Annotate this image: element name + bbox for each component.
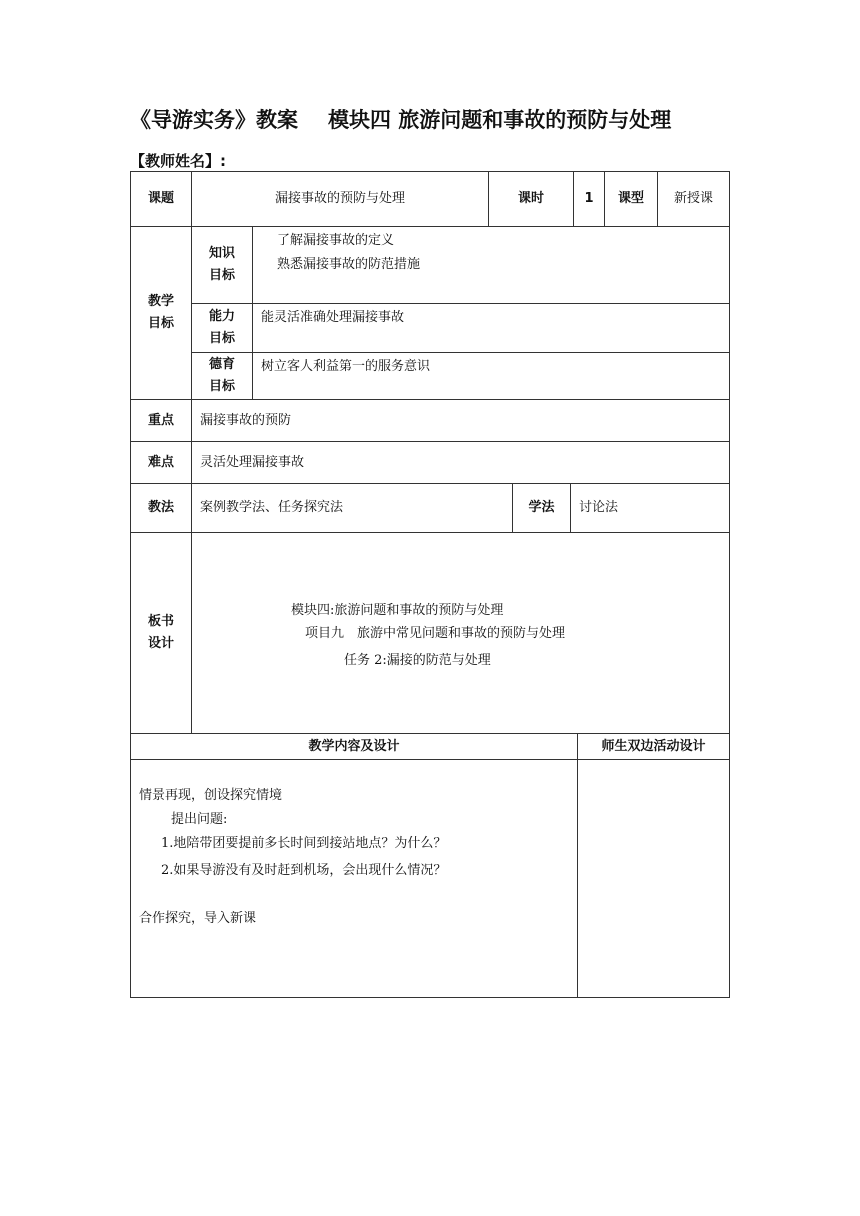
topic-value: 漏接事故的预防与处理: [191, 171, 489, 227]
title-course: 《导游实务》教案: [130, 107, 298, 132]
study-method-text: 讨论法: [570, 483, 730, 533]
topic-label: 课题: [130, 171, 192, 227]
topic-row: [130, 171, 730, 227]
board-design-content: [191, 532, 730, 734]
study-method-label: 学法: [512, 483, 571, 533]
difficulty-text: 灵活处理漏接事故: [191, 441, 730, 484]
knowledge-objective-label: 知识 目标: [191, 226, 253, 304]
board-line: 任务 2:漏接的防范与处理: [344, 653, 491, 668]
content-question: 1.地陪带团要提前多长时间到接站地点？为什么？: [161, 836, 447, 851]
content-heading: 情景再现，创设探究情境: [139, 788, 283, 803]
knowledge-objective-text: [252, 226, 730, 304]
key-point-label: 重点: [130, 399, 192, 442]
objectives-row: [130, 226, 730, 400]
board-design-row: [130, 532, 730, 734]
objectives-label: 教学 目标: [130, 226, 192, 400]
content-body-row: [130, 759, 730, 998]
moral-objective-text: 树立客人利益第一的服务意识: [252, 352, 730, 400]
hours-value: 1: [573, 171, 605, 227]
activity-design-body: [577, 759, 730, 998]
teaching-method-text: 案例教学法、任务探究法: [191, 483, 513, 533]
board-design-label: 板书 设计: [130, 532, 192, 734]
knowledge-item: 了解漏接事故的定义: [277, 233, 395, 248]
ability-objective-label: 能力 目标: [191, 303, 253, 353]
teacher-name-label: 【教师姓名】:: [130, 152, 226, 170]
content-question: 2.如果导游没有及时赶到机场，会出现什么情况？: [161, 863, 447, 878]
content-intro: 提出问题:: [171, 812, 228, 827]
content-heading: 合作探究，导入新课: [139, 911, 257, 926]
page-title: [130, 104, 750, 134]
content-header-row: [130, 733, 730, 760]
key-point-text: 漏接事故的预防: [191, 399, 730, 442]
teaching-method-label: 教法: [130, 483, 192, 533]
difficulty-label: 难点: [130, 441, 192, 484]
difficulty-row: [130, 441, 730, 484]
board-line: 模块四:旅游问题和事故的预防与处理: [291, 603, 504, 618]
moral-objective-label: 德育 目标: [191, 352, 253, 400]
knowledge-item: 熟悉漏接事故的防范措施: [277, 257, 421, 272]
board-line: 项目九 旅游中常见问题和事故的预防与处理: [305, 626, 566, 641]
methods-row: [130, 483, 730, 533]
content-body: [130, 759, 578, 998]
type-label: 课型: [604, 171, 658, 227]
content-header-right: 师生双边活动设计: [577, 733, 730, 760]
ability-objective-text: 能灵活准确处理漏接事故: [252, 303, 730, 353]
content-header-left: 教学内容及设计: [130, 733, 578, 760]
hours-label: 课时: [488, 171, 574, 227]
key-point-row: [130, 399, 730, 442]
title-module: 模块四 旅游问题和事故的预防与处理: [328, 107, 672, 132]
type-value: 新授课: [657, 171, 730, 227]
